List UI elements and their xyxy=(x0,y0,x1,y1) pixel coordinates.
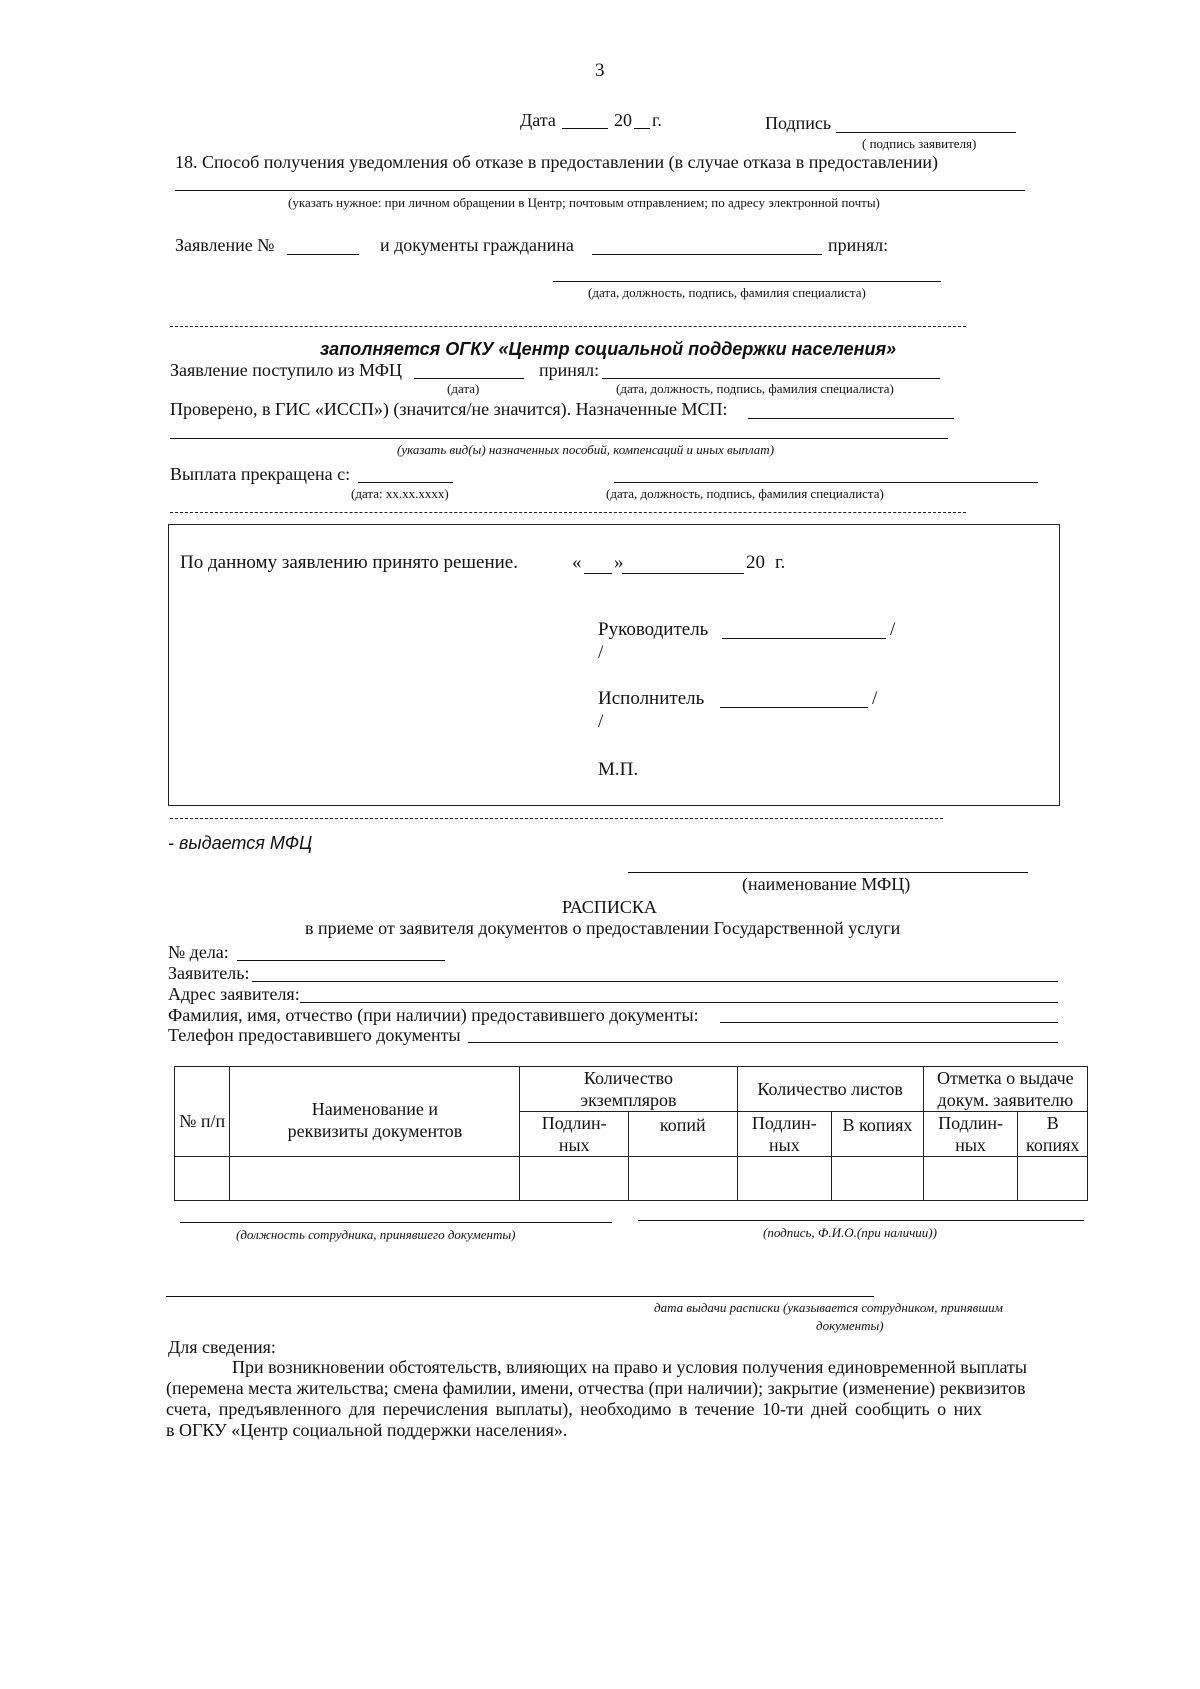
footer-paragraph-line-4: в ОГКУ «Центр социальной поддержки населения». xyxy=(166,1420,568,1440)
col-issue-header xyxy=(923,1067,1087,1112)
signature-line[interactable] xyxy=(836,132,1016,133)
applicant-address-label: Адрес заявителя: xyxy=(168,984,300,1004)
table-row[interactable] xyxy=(175,1157,1088,1201)
payment-stopped-specialist-line[interactable] xyxy=(614,482,1038,483)
table-cell[interactable] xyxy=(628,1157,737,1201)
sub-copies xyxy=(628,1112,737,1157)
head-label: Руководитель xyxy=(598,619,709,640)
sub-in-copies-1-text: В копиях xyxy=(842,1115,913,1135)
application-specialist-caption: (дата, должность, подпись, фамилия специалиста) xyxy=(588,285,866,300)
item-18-caption: (указать нужное: при личном обращении в Центр; почтовым отправлением; по адресу электронной почты) xyxy=(288,195,880,210)
submitter-phone-line[interactable] xyxy=(468,1042,1058,1043)
sub-in-copies-1 xyxy=(832,1112,923,1157)
sub-in-copies-2-text: В копиях xyxy=(1026,1113,1080,1155)
checked-label: Проверено, в ГИС «ИССП») (значится/не значится). Назначенные МСП: xyxy=(170,399,728,419)
sub-original-1 xyxy=(520,1112,629,1157)
application-specialist-line[interactable] xyxy=(553,281,941,282)
date-year: 20 xyxy=(614,110,632,130)
footer-paragraph-line-3: счета, предъявленного для перечисления выплаты), необходимо в течение 10-ти дней сообщить о них xyxy=(166,1399,982,1419)
signature-label: Подпись xyxy=(765,113,832,133)
sub-original-1-text: Подлин-ных xyxy=(541,1113,607,1155)
employee-position-line[interactable] xyxy=(180,1222,612,1223)
case-number-line[interactable] xyxy=(237,960,445,961)
sub-original-3 xyxy=(923,1112,1018,1157)
sub-original-3-text: Подлин-ных xyxy=(938,1113,1004,1155)
col-name-header xyxy=(230,1067,520,1157)
date-label: Дата xyxy=(520,110,556,130)
assigned-msp-line[interactable] xyxy=(748,418,954,419)
receipt-subtitle: в приеме от заявителя документов о предоставлении Государственной услуги xyxy=(305,918,901,938)
received-date-line[interactable] xyxy=(414,378,524,379)
stamp-label: М.П. xyxy=(598,759,639,780)
col-no-text: № п/п xyxy=(179,1110,226,1131)
applicant-address-line[interactable] xyxy=(300,1002,1058,1003)
applicant-line[interactable] xyxy=(252,981,1058,982)
application-label: Заявление № xyxy=(175,235,275,255)
employee-signature-caption: (подпись, Ф.И.О.(при наличии)) xyxy=(763,1225,937,1240)
sub-copies-text: копий xyxy=(659,1115,706,1135)
employee-position-caption: (должность сотрудника, принявшего документы) xyxy=(236,1227,516,1242)
case-number-label: № дела: xyxy=(168,942,229,962)
decision-date-close: » xyxy=(614,552,624,573)
table-cell[interactable] xyxy=(230,1157,520,1201)
decision-year-suffix: г. xyxy=(775,552,786,573)
executor-label: Исполнитель xyxy=(598,688,705,709)
footer-paragraph-line-1: При возникновении обстоятельств, влияющих на право и условия получения единовременной выплаты xyxy=(232,1357,1027,1377)
decision-month-line[interactable] xyxy=(622,573,744,574)
application-accepted-label: принял: xyxy=(828,235,889,255)
item-18-line[interactable] xyxy=(175,190,1025,191)
signature-caption: ( подпись заявителя) xyxy=(862,136,977,151)
payments-line[interactable] xyxy=(170,438,948,439)
col-sheets-text: Количество листов xyxy=(757,1079,903,1099)
head-signature-line[interactable] xyxy=(722,638,886,639)
col-issue-text: Отметка о выдаче докум. заявителю xyxy=(937,1068,1074,1110)
mfc-name-line[interactable] xyxy=(628,872,1028,873)
decision-text: По данному заявлению принято решение. xyxy=(180,552,518,573)
employee-signature-line[interactable] xyxy=(638,1220,1084,1221)
table-cell[interactable] xyxy=(175,1157,230,1201)
applicant-label: Заявитель: xyxy=(168,963,250,983)
center-section-heading: заполняется ОГКУ «Центр социальной поддержки населения» xyxy=(320,339,897,359)
table-cell[interactable] xyxy=(923,1157,1018,1201)
table-cell[interactable] xyxy=(520,1157,629,1201)
separator-1 xyxy=(170,326,966,327)
head-slash-1: / xyxy=(890,619,896,640)
received-specialist-line[interactable] xyxy=(602,378,940,379)
head-slash-2: / xyxy=(598,642,604,663)
decision-date-open: « xyxy=(572,552,582,573)
application-docs-label: и документы гражданина xyxy=(380,235,574,255)
page-number: 3 xyxy=(595,60,605,81)
sub-in-copies-2 xyxy=(1018,1112,1088,1157)
payment-stopped-label: Выплата прекращена с: xyxy=(170,464,351,484)
received-date-caption: (дата) xyxy=(447,381,480,396)
decision-year: 20 xyxy=(746,552,765,573)
payments-caption: (указать вид(ы) назначенных пособий, компенсаций и иных выплат) xyxy=(397,442,775,457)
date-day-line[interactable] xyxy=(562,128,608,129)
citizen-name-line[interactable] xyxy=(592,254,822,255)
sub-original-2-text: Подлин-ных xyxy=(751,1113,817,1155)
separator-3 xyxy=(170,818,943,819)
date-year-line[interactable] xyxy=(634,128,650,129)
application-number-line[interactable] xyxy=(287,254,359,255)
table-cell[interactable] xyxy=(832,1157,923,1201)
col-sheets-header xyxy=(737,1067,923,1112)
executor-slash-2: / xyxy=(598,711,604,732)
receipt-date-caption-2: документы) xyxy=(816,1318,884,1333)
separator-2 xyxy=(170,512,966,513)
item-18-text: 18. Способ получения уведомления об отказе в предоставлении (в случае отказа в предоставлении) xyxy=(175,152,938,172)
submitter-name-line[interactable] xyxy=(720,1022,1058,1023)
table-cell[interactable] xyxy=(1018,1157,1088,1201)
payment-stopped-date-line[interactable] xyxy=(358,482,453,483)
mfc-section-heading: - выдается МФЦ xyxy=(168,833,313,853)
submitter-phone-label: Телефон предоставившего документы xyxy=(168,1025,461,1045)
table-cell[interactable] xyxy=(737,1157,832,1201)
receipt-date-line[interactable] xyxy=(166,1296,874,1297)
date-suffix: г. xyxy=(652,110,662,130)
sub-original-2 xyxy=(737,1112,832,1157)
col-name-text: Наименование и реквизиты документов xyxy=(287,1098,463,1141)
decision-day-line[interactable] xyxy=(584,573,612,574)
received-specialist-caption: (дата, должность, подпись, фамилия специалиста) xyxy=(616,381,894,396)
documents-table xyxy=(174,1066,1088,1201)
executor-slash-1: / xyxy=(872,688,878,709)
mfc-name-caption: (наименование МФЦ) xyxy=(742,874,911,894)
executor-signature-line[interactable] xyxy=(720,707,868,708)
received-accepted-label: принял: xyxy=(539,360,600,380)
submitter-name-label: Фамилия, имя, отчество (при наличии) предоставившего документы: xyxy=(168,1005,699,1025)
received-from-mfc-label: Заявление поступило из МФЦ xyxy=(170,360,402,380)
payment-stopped-date-caption: (дата: xx.xx.xxxx) xyxy=(351,486,449,501)
receipt-title: РАСПИСКА xyxy=(562,897,657,917)
footer-heading: Для сведения: xyxy=(168,1337,276,1357)
payment-stopped-specialist-caption: (дата, должность, подпись, фамилия специалиста) xyxy=(606,486,884,501)
col-no-header xyxy=(175,1067,230,1157)
col-copies-count-text: Количество экземпляров xyxy=(580,1068,677,1110)
footer-paragraph-line-2: (перемена места жительства; смена фамилии, имени, отчества (при наличии); закрытие (изменение) реквизитов xyxy=(166,1378,1026,1398)
receipt-date-caption-1: дата выдачи расписки (указывается сотрудником, принявшим xyxy=(654,1300,1003,1315)
col-copies-count-header xyxy=(520,1067,737,1112)
